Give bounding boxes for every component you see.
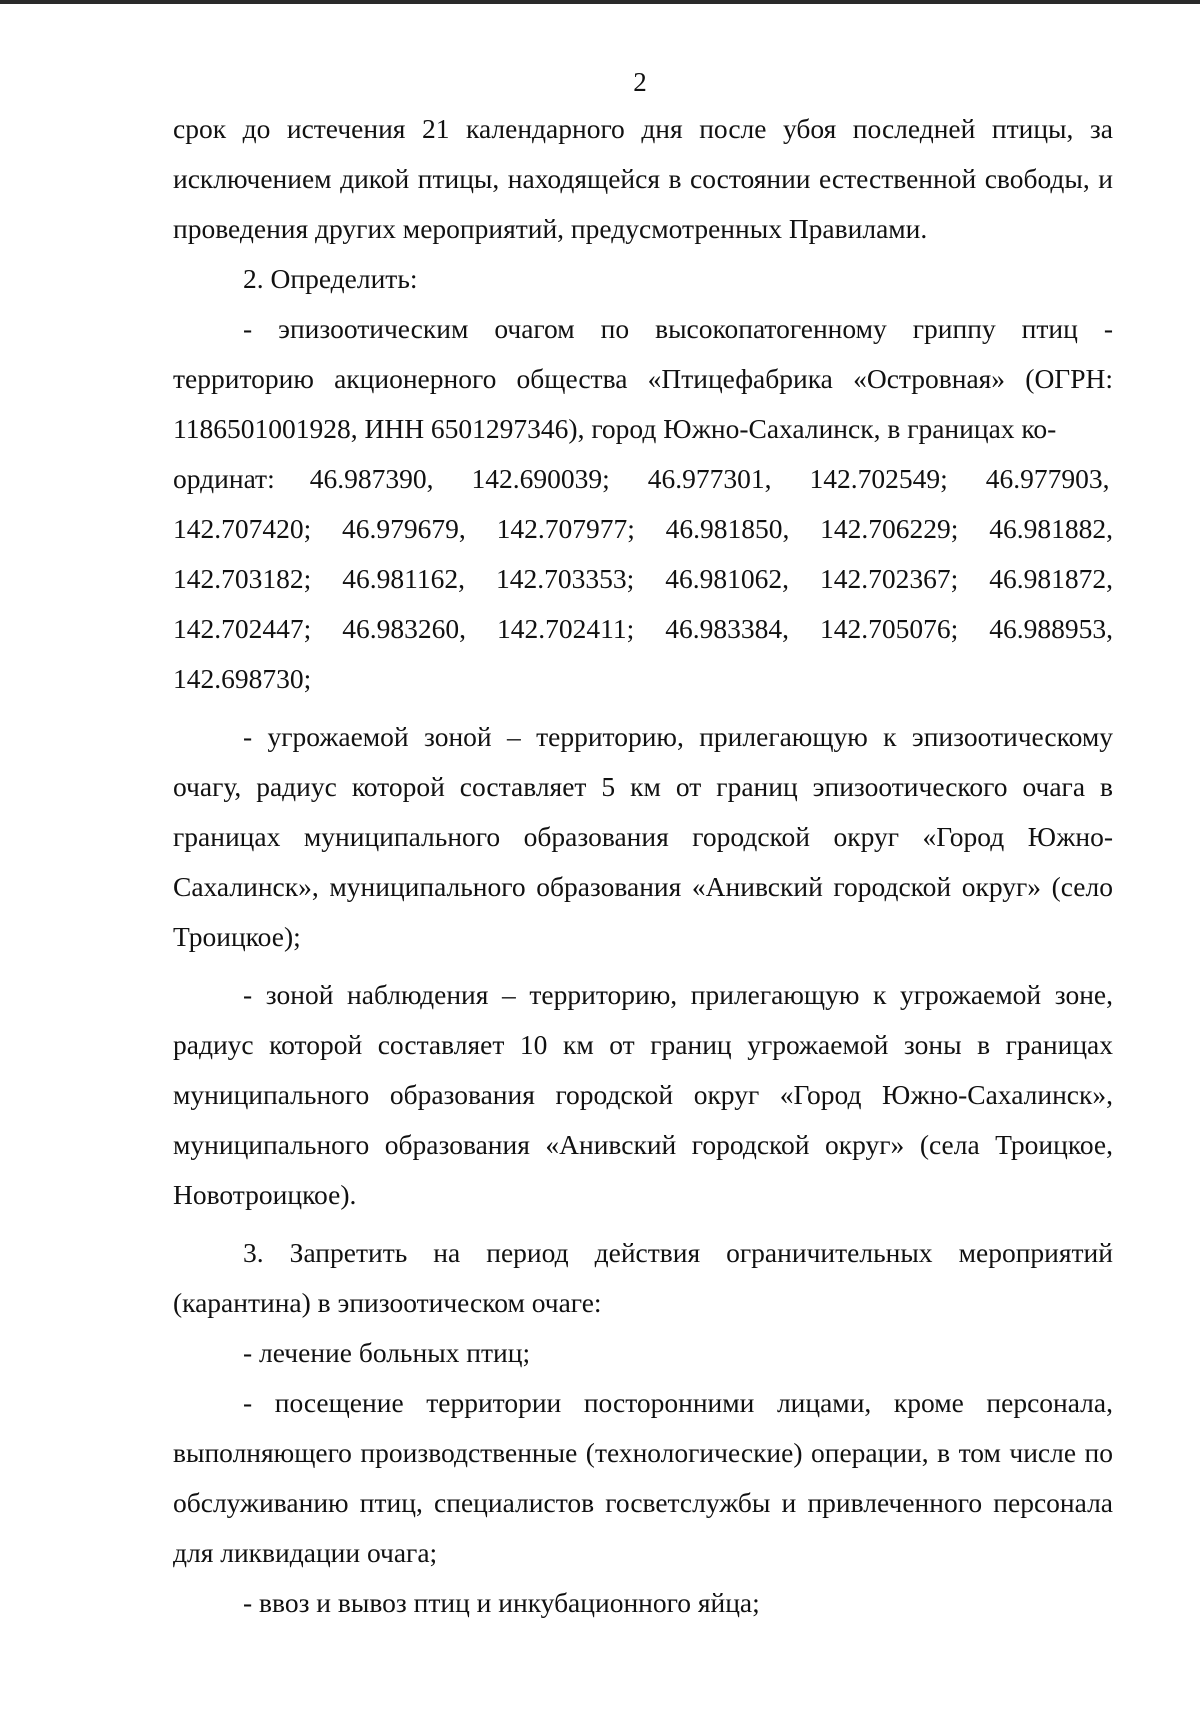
document-body [173,104,1113,1628]
coordinate-value: 46.977301, [647,463,772,494]
coordinate-value: 46.983384, [665,613,789,644]
epizootic-focus-definition: - эпизоотическим очагом по высокопатогенному гриппу птиц - территорию акционерного общества «Птицефабрика «Островная» (ОГРН: 1186501001928, ИНН 6501297346), город Южно-Сахалинск, в границах ко- [173,313,1113,444]
coordinate-value: 46.977903, [985,463,1110,494]
coordinate-value: 142.702411; [496,613,635,644]
page-number: 2 [633,67,647,97]
item-3-heading: 3. Запретить на период действия ограничительных мероприятий (карантина) в эпизоотическом очаге: [173,1237,1113,1318]
observation-zone-definition: - зоной наблюдения – территорию, прилегающую к угрожаемой зоне, радиус которой составляет 10 км от границ угрожаемой зоны в границах муниципального образования городской округ «Город Южно-Сахалинск», муниципального образования «Анивский городской округ» (села Троицкое, Новотроицкое). [173,979,1113,1210]
coordinate-value: 46.981062, [665,563,789,594]
coordinate-value: 142.702549; [809,463,948,494]
coordinate-value: 142.706229; [820,513,959,544]
scan-edge-line [0,0,1200,4]
coordinate-value: 46.981872, [989,563,1113,594]
paragraph-continuation: срок до истечения 21 календарного дня после убоя последней птицы, за исключением дикой птицы, находящейся в состоянии естественной свободы, и проведения других мероприятий, предусмотренных Правилами. [173,113,1113,244]
coordinate-value: 46.981162, [342,563,465,594]
coordinate-last: 142.698730; [173,663,312,694]
ban-item-visits: - посещение территории посторонними лицами, кроме персонала, выполняющего производственные (технологические) операции, в том числе по обслуживанию птиц, специалистов госветслужбы и привлеченного персонала для ликвидации очага; [173,1387,1113,1568]
coordinate-value: 142.690039; [471,463,610,494]
coordinate-value: 46.981850, [665,513,790,544]
item-2-heading: 2. Определить: [243,263,418,294]
coordinates-row-4 [173,604,1113,654]
coordinate-value: 46.988953, [989,613,1113,644]
coordinates-label: ординат: [173,463,275,494]
coordinate-value: 142.705076; [819,613,959,644]
coordinate-value: 46.987390, [309,463,434,494]
coordinate-value: 142.703353; [495,563,635,594]
ban-item-treatment: - лечение больных птиц; [243,1337,531,1368]
coordinates-row-2 [173,504,1113,554]
threat-zone-definition: - угрожаемой зоной – территорию, прилегающую к эпизоотическому очагу, радиус которой составляет 5 км от границ эпизоотического очага в границах муниципального образования городской округ «Город Южно-Сахалинск», муниципального образования «Анивский городской округ» (село Троицкое); [173,721,1113,952]
coordinate-value: 46.983260, [342,613,466,644]
ban-item-transport: - ввоз и вывоз птиц и инкубационного яйца; [243,1587,760,1618]
coordinate-value: 142.707977; [496,513,635,544]
coordinate-value: 142.702447; [173,613,312,644]
coordinates-row-1 [173,454,1113,504]
coordinates-row-3 [173,554,1113,604]
coordinate-value: 142.707420; [173,513,312,544]
coordinate-value: 142.702367; [819,563,959,594]
coordinate-value: 46.979679, [342,513,466,544]
coordinate-value: 142.703182; [173,563,312,594]
coordinate-value: 46.981882, [989,513,1113,544]
